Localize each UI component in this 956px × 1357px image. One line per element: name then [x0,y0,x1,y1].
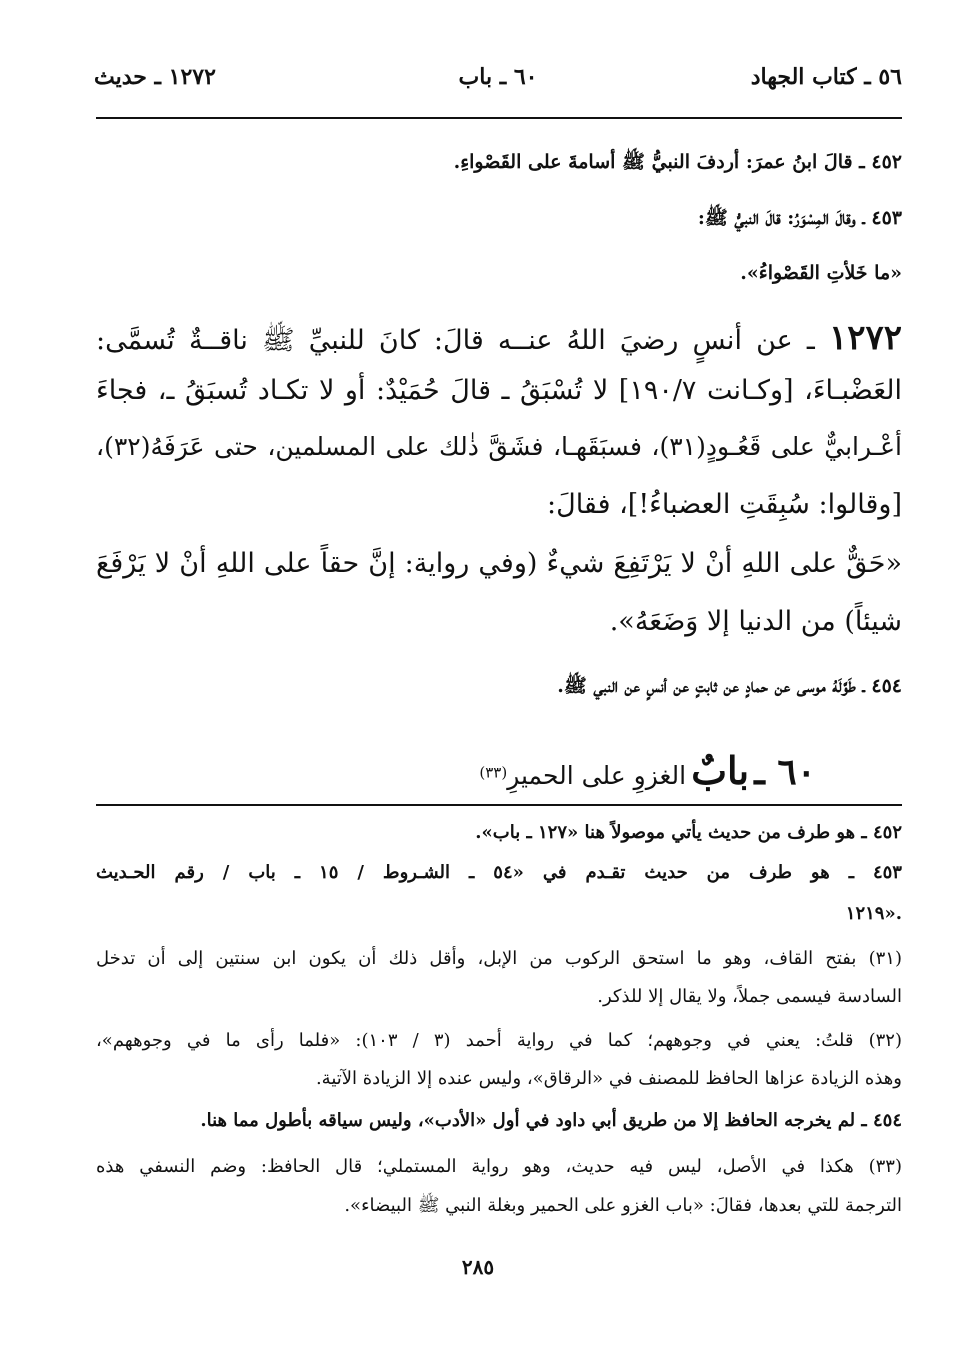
footnote-31-line-2: السادسة فيسمى جملاً، ولا يقال إلا للذكر. [597,986,902,1007]
footnote-453-line-2: ١٢١٩». [845,903,902,924]
taliq-453-quote: «ما خَلأتِ القَصْواءُ». [740,262,902,284]
hadith-line-3: أعْـرابيٌّ على قَعُـودٍ(٣١)، فسبَقَهـا، فشَقَّ ذٰلك على المسلمين، حتى عَرَفَهُ(٣٢)، [96,432,902,461]
hadith-line-1 [96,318,902,363]
footnote-33-line-1: (٣٣) هكذا في الأصل، ليس فيه حديث، وهو رواية المستملي؛ قال الحافظ: وضم النسفي هذه [96,1156,902,1177]
chapter-number: ٦٠ ـ [754,751,816,793]
hadith-line-5: «حَقٌّ على اللهِ أنْ لا يَرْتَفِعَ شيءٌ (وفي رواية: إنَّ حقاً على اللهِ أنْ لا يَرْفَعَ [96,548,902,579]
footnote-452: ٤٥٢ ـ هو طرف من حديث يأتي موصولاً هنا «١٢٧ ـ باب». [475,822,902,843]
chapter-title: الغزوِ على الحميرِ [507,761,687,790]
header-rule [96,117,902,119]
footnote-454: ٤٥٤ ـ لم يخرجه الحافظ إلا من طريق أبي داود في أول «الأدب»، وليس سياقه بأطول مما هنا. [200,1110,902,1131]
hadith-line-6: شيئاً) من الدنيا إلا وَضَعَهُ». [609,606,902,637]
taliq-452: ٤٥٢ ـ قالَ ابنُ عمرَ: أردفَ النبيُّ ﷺ أسامةَ على القَصْواءِ. [453,151,902,173]
chapter-footnote-ref: (٣٣) [479,763,508,782]
footnote-32-line-1: (٣٢) قلتُ: يعني في وجوههم؛ كما في رواية أحمد (٣ / ١٠٣): «فلما رأى ما في وجوههم»، [96,1030,902,1051]
taliq-453: ٤٥٣ ـ وقالَ المِسْوَرُ: قالَ النبيُّ ﷺ: [697,207,902,229]
footnote-33-line-2: الترجمة للتي بعدها، فقالَ: «باب الغزو على الحمير وبغلة النبي ﷺ البيضاء». [344,1195,902,1216]
header-hadith: ١٢٧٢ ـ حديث [94,64,216,90]
hadith-line-4: [وقالوا: سُبِقَتِ العضباءُ!]، فقالَ: [546,489,902,520]
footnote-453-line-1: ٤٥٣ ـ هو طرف من حديث تقـدم في «٥٤ ـ الشـروط / ١٥ ـ باب / رقم الحـديث [96,862,902,883]
header-chapter: ٦٠ ـ باب [458,64,538,90]
hadith-line-2: العَضْبـاءَ، [وكـانت ١٩٠/٧] لا تُسْبَقُ ـ قالَ حُمَيْدٌ: أو لا تكـاد تُسبَقُ ـ، فجاءَ [96,375,902,406]
hadith-line-1-text: ـ عن أنسٍ رضيَ اللهُ عنــه قالَ: كانَ للنبيِّ ﷺ ناقــةٌ تُسمَّى: [96,325,815,356]
header-book-title: ٥٦ ـ كتاب الجهاد [750,64,902,90]
page-number: ٢٨٥ [461,1255,495,1279]
footnote-31-line-1: (٣١) بفتح القاف، وهو ما استحق الركوب من الإبل، وأقل ذلك أن يكون ابن سنتين إلى أن تدخل [96,948,902,969]
chapter-heading [479,748,816,793]
footnotes-rule [96,804,902,806]
page-header [94,64,902,100]
taliq-454: ٤٥٤ ـ طَوَّلَهُ موسى عن حمادٍ عن ثابتٍ عن أنسٍ عن النبي ﷺ. [557,675,902,697]
hadith-number: ١٢٧٢ [828,318,902,358]
footnote-32-line-2: وهذه الزيادة عزاها الحافظ للمصنف في «الرقاق»، وليس عنده إلا الزيادة الآتية. [315,1068,902,1089]
chapter-word: بابٌ [691,748,750,793]
